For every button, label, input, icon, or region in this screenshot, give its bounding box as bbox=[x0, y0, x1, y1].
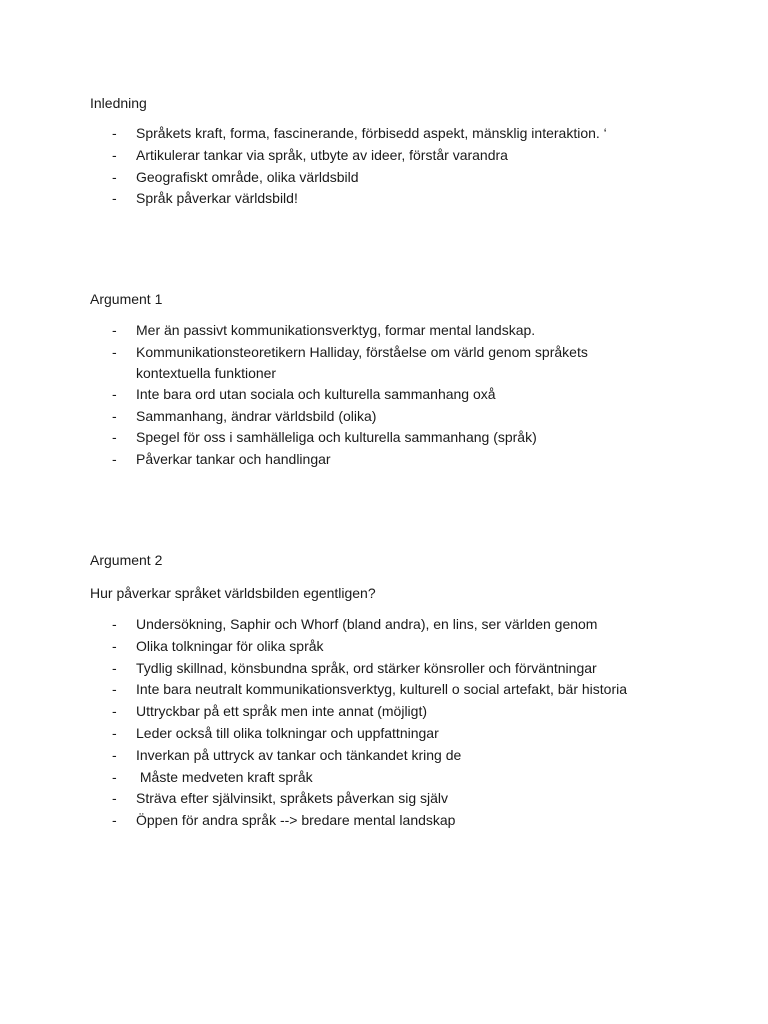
bullet-dash: - bbox=[112, 724, 117, 741]
list-item: - Artikulerar tankar via språk, utbyte av ideer, förstår varandra bbox=[0, 145, 768, 167]
list-argument-1 bbox=[0, 320, 768, 471]
bullet-dash: - bbox=[112, 681, 117, 698]
section-question: Hur påverkar språket världsbilden egentligen? bbox=[90, 585, 376, 601]
list-item: - Måste medveten kraft språk bbox=[0, 767, 768, 789]
list-item: - Spegel för oss i samhälleliga och kulturella sammanhang (språk) bbox=[0, 427, 768, 449]
list-argument-2 bbox=[0, 614, 768, 832]
list-item: - Sammanhang, ändrar världsbild (olika) bbox=[0, 406, 768, 428]
list-item: - Geografiskt område, olika världsbild bbox=[0, 167, 768, 189]
bullet-dash: - bbox=[112, 768, 117, 785]
bullet-dash: - bbox=[112, 703, 117, 720]
heading-argument-1: Argument 1 bbox=[90, 291, 163, 307]
list-item: - Leder också till olika tolkningar och uppfattningar bbox=[0, 723, 768, 745]
bullet-dash: - bbox=[112, 637, 117, 654]
bullet-dash: - bbox=[112, 429, 117, 446]
list-inledning bbox=[0, 123, 768, 210]
bullet-dash: - bbox=[112, 616, 117, 632]
list-item: - Öppen för andra språk --> bredare mental landskap bbox=[0, 810, 768, 832]
heading-argument-2: Argument 2 bbox=[90, 552, 163, 568]
list-item: - Olika tolkningar för olika språk bbox=[0, 636, 768, 658]
list-item: - Uttryckbar på ett språk men inte annat (möjligt) bbox=[0, 701, 768, 723]
bullet-dash: - bbox=[112, 322, 117, 338]
bullet-dash: - bbox=[112, 451, 117, 468]
list-item: - Undersökning, Saphir och Whorf (bland andra), en lins, ser världen genom bbox=[0, 614, 768, 636]
bullet-dash: - bbox=[112, 190, 117, 207]
bullet-dash: - bbox=[112, 168, 117, 185]
bullet-dash: - bbox=[112, 385, 117, 402]
bullet-dash: - bbox=[112, 125, 117, 141]
list-item: - Språk påverkar världsbild! bbox=[0, 188, 768, 210]
bullet-dash: - bbox=[112, 343, 117, 360]
bullet-dash: - bbox=[112, 790, 117, 807]
list-item: - Sträva efter självinsikt, språkets påverkan sig själv bbox=[0, 788, 768, 810]
list-item: - Språkets kraft, forma, fascinerande, förbisedd aspekt, mänsklig interaktion. ‘ bbox=[0, 123, 768, 145]
bullet-dash: - bbox=[112, 659, 117, 676]
list-item: - Inte bara neutralt kommunikationsverktyg, kulturell o social artefakt, bär historia bbox=[0, 679, 768, 701]
bullet-dash: - bbox=[112, 146, 117, 163]
list-item: - Mer än passivt kommunikationsverktyg, formar mental landskap. bbox=[0, 320, 768, 342]
bullet-dash: - bbox=[112, 812, 117, 829]
list-item: - Tydlig skillnad, könsbundna språk, ord stärker könsroller och förväntningar bbox=[0, 658, 768, 680]
bullet-dash: - bbox=[112, 746, 117, 763]
list-item: - Inverkan på uttryck av tankar och tänkandet kring de bbox=[0, 745, 768, 767]
list-item: - Kommunikationsteoretikern Halliday, förståelse om värld genom språkets kontextuella funktioner bbox=[112, 343, 588, 381]
bullet-dash: - bbox=[112, 407, 117, 424]
list-item: - Påverkar tankar och handlingar bbox=[0, 449, 768, 471]
list-item: - Inte bara ord utan sociala och kulturella sammanhang oxå bbox=[0, 384, 768, 406]
heading-inledning: Inledning bbox=[90, 95, 147, 111]
